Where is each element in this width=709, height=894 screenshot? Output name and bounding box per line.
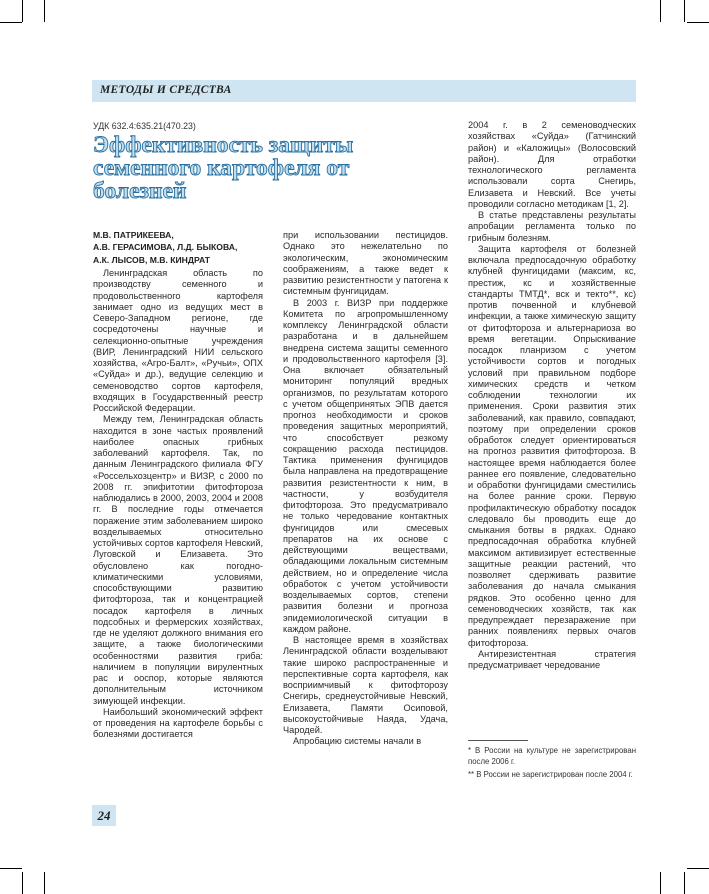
paragraph: В настоящее время в хозяйствах Ленинградской области возделывают такие широко распространенные и перспективные сорта картофеля, как восприимчивый к фитофторозу Снегирь, среднеустойчивые Невский, Елизавета, Памяти Осиповой, высокоустойчивые Наяда, Удача, Чародей. <box>283 635 448 735</box>
section-label: МЕТОДЫ И СРЕДСТВА <box>100 84 232 96</box>
authors-block <box>93 229 273 266</box>
crop-mark <box>684 0 685 22</box>
crop-mark <box>687 22 709 23</box>
page-number: 24 <box>97 808 111 823</box>
crop-mark <box>44 872 45 894</box>
paragraph: Между тем, Ленинградская область находится в зоне частых проявлений наиболее опасных грибных заболеваний картофеля. Так, по данным Ленинградского филиала ФГУ «Россельхозцентр» и ВИЗР, с 2000 по 2008 гг. эпифитотии фитофтороза наблюдались в 2000, 2003, 2004 и 2008 гг. В последние годы отмечается поражение этим заболеванием широко возделываемых относительно устойчивых сортов картофеля Невский, Луговской и Елизавета. Это обусловлено как погодно-климатическими условиями, способствующими развитию фитофтороза, так и концентрацией посадок картофеля в личных подсобных и фермерских хозяйствах, где не уделяют должного внимания его защите, а также биологическими особенностями развития гриба: наличием в популяции вирулентных рас и ооспор, которые являются дополнительным источником зимующей инфекции. <box>93 414 263 706</box>
author-line: А.К. ЛЫСОВ, М.В. КИНДРАТ <box>93 254 210 265</box>
crop-mark <box>0 868 22 869</box>
footnote-divider <box>468 740 528 741</box>
crop-mark <box>684 872 685 894</box>
article-title: Эффективность защиты семенного картофеля от болезней <box>93 132 354 204</box>
footnotes <box>468 745 636 782</box>
text-column-3 <box>468 120 636 671</box>
footnote: * В России на культуре не зарегистрирован после 2006 г. <box>468 746 636 766</box>
text-column-1 <box>93 268 263 741</box>
crop-mark <box>660 0 661 22</box>
paragraph: 2004 г. в 2 семеноводческих хозяйствах «Суйда» (Гатчинский район) и «Каложицы» (Волосовский район). Для отработки технологического регламента использовали сорта Снегирь, Елизавета и Невский. Все учеты проводили согласно методикам [1, 2]. <box>468 120 636 209</box>
crop-mark <box>687 868 709 869</box>
author-line: А.В. ГЕРАСИМОВА, Л.Д. БЫКОВА, <box>93 242 238 253</box>
paragraph: Наибольший экономический эффект от проведения на картофеле борьбы с болезнями достигается <box>93 706 263 740</box>
udk-code: УДК 632.4:635.21(470.23) <box>93 121 196 131</box>
page-number-box <box>92 805 116 826</box>
paragraph: при использовании пестицидов. Однако это нежелательно по экологическим, экономическим соображениям, а также ведет к развитию резистентности у патогена к системным фунгицидам. <box>283 230 448 297</box>
paragraph: Защита картофеля от болезней включала предпосадочную обработку клубней фунгицидами (максим, кс, престиж, кс и хозяйственные стандарты ТМТД*, вск и текто**, кс) против почвенной и клубневой инфекции, а также химическую защиту от фитофтороза и альтернариоза во время вегетации. Опрыскивание посадок планризом с учетом устойчивости сортов и погодных условий при правильном подборе химических средств и четком соблюдении технологии их применения. Сроки развития этих заболеваний, как правило, совпадают, поэтому при определении сроков обработок следует ориентироваться на прогноз развития фитофтороза. В настоящее время наблюдается более раннее его появление, следовательно и обработки фунгицидами сместились на более ранние сроки. Первую профилактическую обработку посадок следовало бы проводить еще до смыкания ботвы в рядках. Однако предпосадочная обработка клубней максимом активизирует естественные защитные реакции растений, что позволяет сдерживать развитие заболевания до начала смыкания рядков. Это особенно ценно для семеноводческих хозяйств, так как предупреждает перезаражение при ранних появлениях первых очагов фитофтороза. <box>468 243 636 648</box>
crop-mark <box>44 0 45 22</box>
crop-mark <box>0 22 22 23</box>
text-column-2 <box>283 230 448 748</box>
paragraph: Ленинградская область по производству семенного и продовольственного картофеля занимает одно из ведущих мест в Северо-Западном регионе, где сосредоточены научные и селекционно-опытные учреждения (ВИР, Ленинградский НИИ сельского хозяйства, «Агро-Балт», «Ручьи», ОПХ «Суйда» и др.), ведущие селекцию и семеноводство сортов картофеля, входящих в Государственный реестр Российской Федерации. <box>93 268 263 413</box>
footnote: ** В России не зарегистрирован после 2004 г. <box>468 770 633 779</box>
author-line: М.В. ПАТРИКЕЕВА, <box>93 230 174 240</box>
paragraph: Антирезистентная стратегия предусматривает чередование <box>468 648 636 670</box>
paragraph: В статье представлены результаты апробации регламента только по грибным болезням. <box>468 210 636 243</box>
paragraph: Апробацию системы начали в <box>293 736 422 747</box>
paragraph: В 2003 г. ВИЗР при поддержке Комитета по агропромышленному комплексу Ленинградской области разработана и в дальнейшем внедрена система защиты семенного и продовольственного картофеля [3]. Она включает обязательный мониторинг популяций вредных организмов, по результатам которого с учетом общепринятых ЭПВ дается прогноз необходимости и сроков проведения защитных мероприятий, что способствует резкому сокращению расхода пестицидов. Тактика применения фунгицидов была направлена на предотвращение развития резистентности к ним, в частности, у возбудителя фитофтороза. Это предусматривало не только чередование контактных фунгицидов или смесевых препаратов на их основе с действующими веществами, обладающими локальным системным действием, но и определение числа обработок с учетом устойчивости возделываемых сортов, степени развития болезни и прогноза эпидемиологической ситуации в каждом районе. <box>283 297 448 634</box>
crop-mark <box>660 872 661 894</box>
crop-mark <box>22 872 23 894</box>
crop-mark <box>22 0 23 22</box>
